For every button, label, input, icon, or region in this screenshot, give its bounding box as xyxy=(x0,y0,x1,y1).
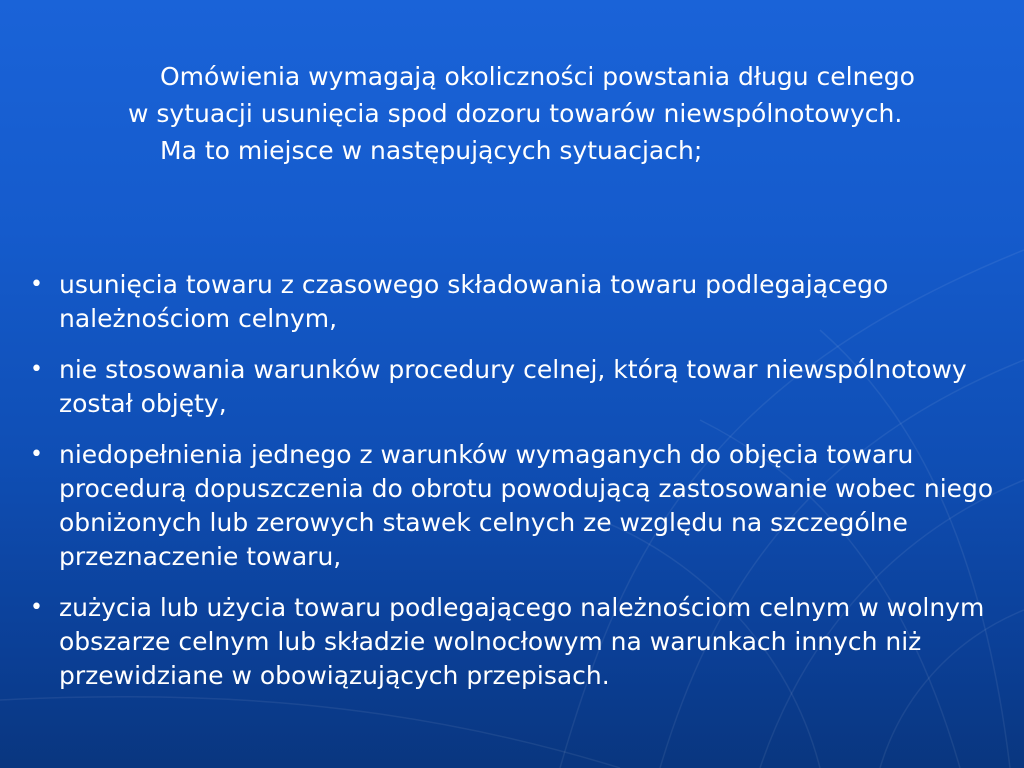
bullet-item xyxy=(30,438,1005,574)
bullet-marker: • xyxy=(30,357,43,382)
bullet-list xyxy=(30,268,1005,710)
intro-paragraph-1: Omówienia wymagają okoliczności powstania długu celnego w sytuacji usunięcia spod dozoru towarów niewspólnotowych. xyxy=(128,62,915,128)
intro-paragraph-2: Ma to miejsce w następujących sytuacjach; xyxy=(160,136,703,165)
bullet-marker: • xyxy=(30,442,43,467)
bullet-text: zużycia lub użycia towaru podlegającego należnościom celnym w wolnym obszarze celnym lub składzie wolnocłowym na warunkach innych niż przewidziane w obowiązujących przepisach. xyxy=(59,593,985,690)
bullet-item xyxy=(30,268,1005,336)
bullet-text: niedopełnienia jednego z warunków wymaganych do objęcia towaru procedurą dopuszczenia do obrotu powodującą zastosowanie wobec niego obniżonych lub zerowych stawek celnych ze względu na szczególne przeznaczenie towaru, xyxy=(59,440,994,571)
bullet-marker: • xyxy=(30,272,43,297)
intro-text xyxy=(128,58,928,169)
bullet-item xyxy=(30,591,1005,693)
bullet-marker: • xyxy=(30,595,43,620)
bullet-text: nie stosowania warunków procedury celnej, którą towar niewspólnotowy został objęty, xyxy=(59,355,967,418)
bullet-item xyxy=(30,353,1005,421)
bullet-text: usunięcia towaru z czasowego składowania towaru podlegającego należnościom celnym, xyxy=(59,270,889,333)
